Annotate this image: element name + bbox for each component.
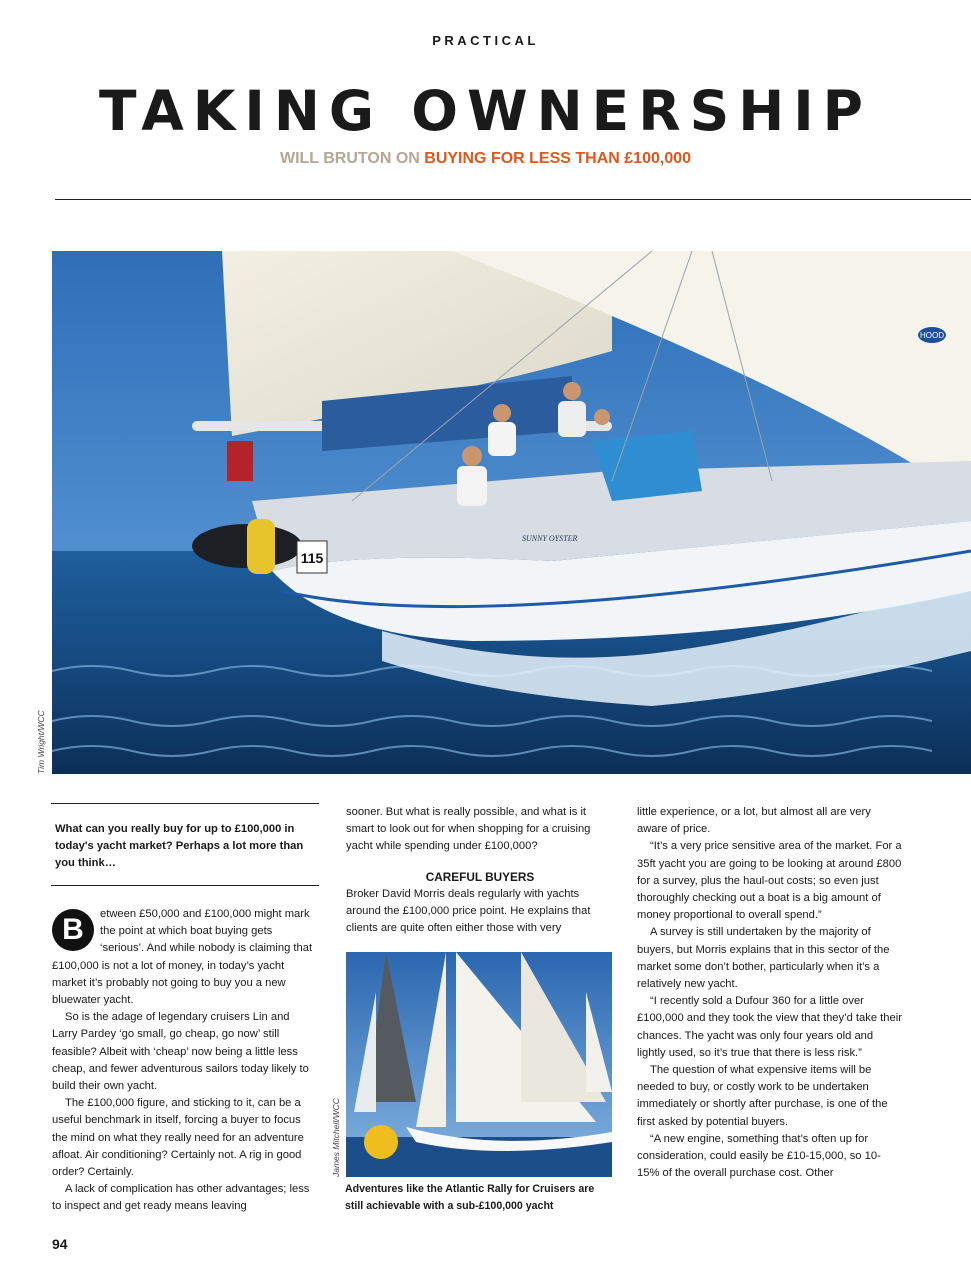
- body-paragraph: “I recently sold a Dufour 360 for a little over £100,000 and they took the view that they’d take their chances. The yacht was only four years old and lightly used, so it’s true that there is less risk.”: [637, 995, 902, 1059]
- article-column-1: [52, 906, 318, 1216]
- body-paragraph: “A new engine, something that’s often up for consideration, could easily be £10-15,000, so 10-15% of the overall purchase cost. Other: [637, 1132, 881, 1180]
- body-paragraph: sooner. But what is really possible, and what is it smart to look out for when shopping for a cruising yacht while spending under £100,000?: [346, 806, 591, 853]
- body-paragraph: Broker David Morris deals regularly with yachts around the £100,000 price point. He explains that clients are quite often either those with very: [346, 887, 591, 935]
- page-title: TAKING OWNERSHIP: [98, 79, 872, 143]
- standfirst-text: What can you really buy for up to £100,000 in today's yacht market? Perhaps a lot more than you think…: [55, 823, 304, 869]
- sail-logo-text: HOOD: [920, 331, 944, 340]
- article-column-3: [637, 804, 903, 1182]
- body-paragraph: The question of what expensive items will be needed to buy, or costly work to be undertaken immediately or shortly after purchase, is one of the first asked by potential buyers.: [637, 1064, 888, 1128]
- drop-cap: B: [52, 909, 94, 951]
- inset-caption: Adventures like the Atlantic Rally for Cruisers are still achievable with a sub-£100,000 yacht: [345, 1183, 595, 1212]
- body-paragraph: little experience, or a lot, but almost all are very aware of price.: [637, 806, 871, 836]
- body-paragraph: “It’s a very price sensitive area of the market. For a 35ft yacht you are going to be looking at around £800 for a survey, plus the haul-out costs; so even just thoroughly checking out a boat is a big amount of money proportional to overall spend.”: [637, 840, 902, 922]
- body-paragraph: A survey is still undertaken by the majority of buyers, but Morris explains that in this sector of the market some don’t bother, particularly when it’s a relatively new yacht.: [637, 926, 890, 991]
- hero-photo-credit: Tim Wright/WCC: [36, 710, 46, 774]
- header-rule: [55, 199, 971, 200]
- standfirst: [51, 803, 319, 886]
- subheading: CAREFUL BUYERS: [425, 869, 535, 884]
- sail-number: 115: [300, 550, 324, 566]
- inset-photo: [346, 952, 612, 1177]
- hero-photo: [52, 251, 971, 774]
- article-column-2: [346, 804, 614, 937]
- body-paragraph: So is the adage of legendary cruisers Lin and Larry Pardey ‘go small, go cheap, go now’ still feasible? Albeit with ‘cheap’ now being a little less cheap, and fewer adventurous sailors today likely to build their own yacht.: [52, 1011, 309, 1093]
- byline-topic: BUYING FOR LESS THAN £100,000: [424, 150, 692, 167]
- hull-name: SUNNY OYSTER: [522, 534, 578, 543]
- body-paragraph: etween £50,000 and £100,000 might mark the point at which boat buying gets ‘serious’. And while nobody is claiming that £100,000 is not a lot of money, in today’s yacht market it’s probably not going to buy you a new bluewater yacht.: [52, 908, 313, 1007]
- body-paragraph: A lack of complication has other advantages; less to inspect and get ready means leaving: [52, 1183, 310, 1213]
- byline-author: WILL BRUTON ON: [279, 150, 420, 167]
- byline: [0, 150, 971, 168]
- inset-photo-credit: James Mitchell/WCC: [331, 1098, 341, 1177]
- body-paragraph: The £100,000 figure, and sticking to it, can be a useful benchmark in itself, forcing a buyer to focus the mind on what they really need for an adventure afloat. Air conditioning? Certainly not. A rig in good order? Certainly.: [52, 1097, 304, 1179]
- section-label: PRACTICAL: [432, 33, 539, 48]
- page-number: 94: [52, 1236, 68, 1252]
